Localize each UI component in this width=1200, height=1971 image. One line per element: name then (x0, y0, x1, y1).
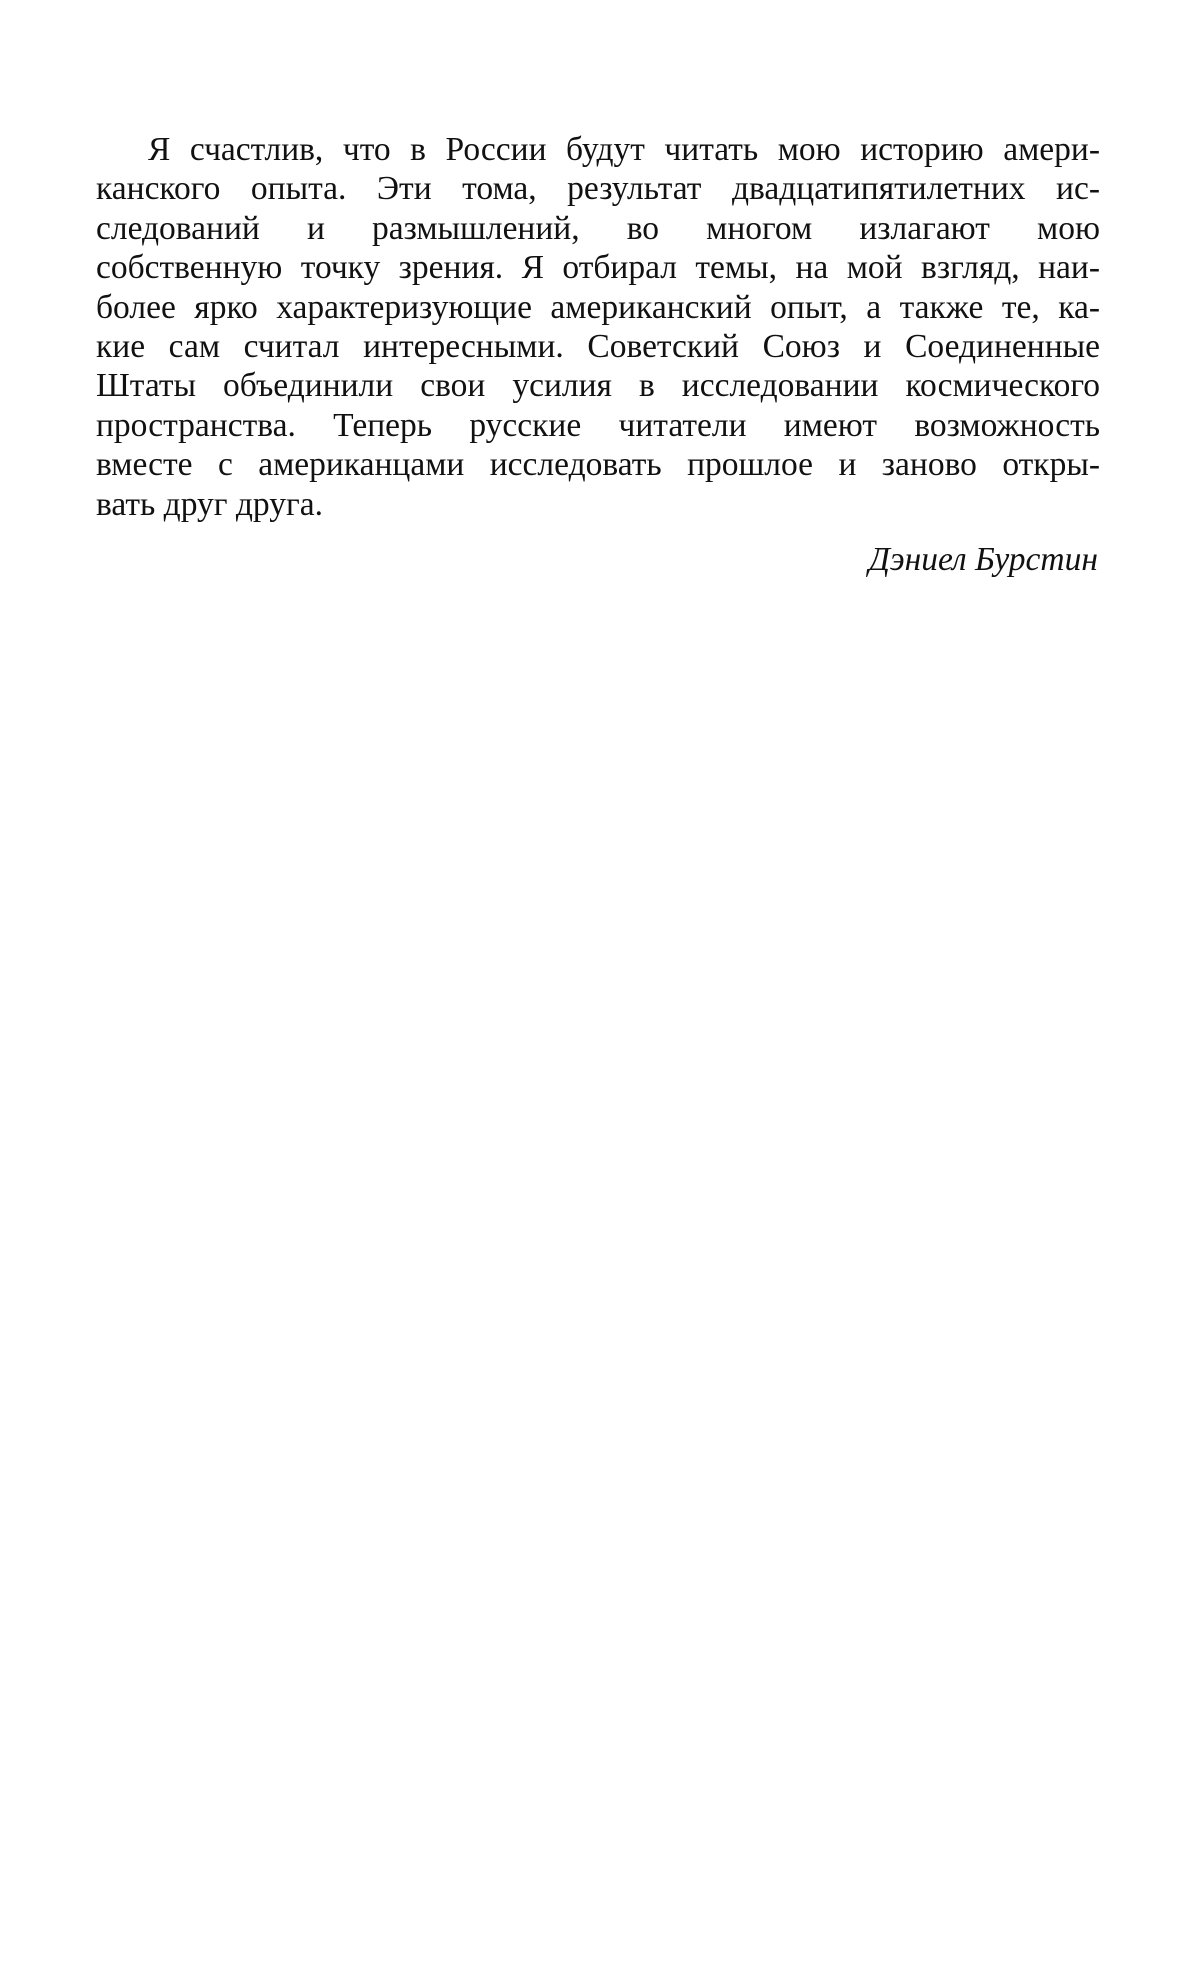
paragraph-line: кие сам считал интересными. Советский Союз и Соединенные (96, 327, 1100, 365)
author-signature: Дэниел Бурстин (868, 541, 1098, 578)
paragraph-line: более ярко характеризующие американский опыт, а также те, ка- (96, 288, 1100, 326)
paragraph-line: Я счастлив, что в России будут читать мою историю амери- (148, 131, 1100, 168)
paragraph-line: следований и размышлений, во многом излагают мою (96, 209, 1100, 247)
paragraph-line: собственную точку зрения. Я отбирал темы, на мой взгляд, наи- (96, 249, 1100, 287)
paragraph-line: вместе с американцами исследовать прошлое и заново откры- (96, 446, 1100, 484)
paragraph-line: пространства. Теперь русские читатели имеют возможность (96, 406, 1100, 444)
paragraph-line: вать друг друга. (96, 485, 323, 523)
paragraph-line: канского опыта. Эти тома, результат двадцатипятилетних ис- (96, 170, 1100, 208)
preface-paragraph (96, 130, 1100, 524)
paragraph-line: Штаты объединили свои усилия в исследовании космического (96, 367, 1100, 405)
